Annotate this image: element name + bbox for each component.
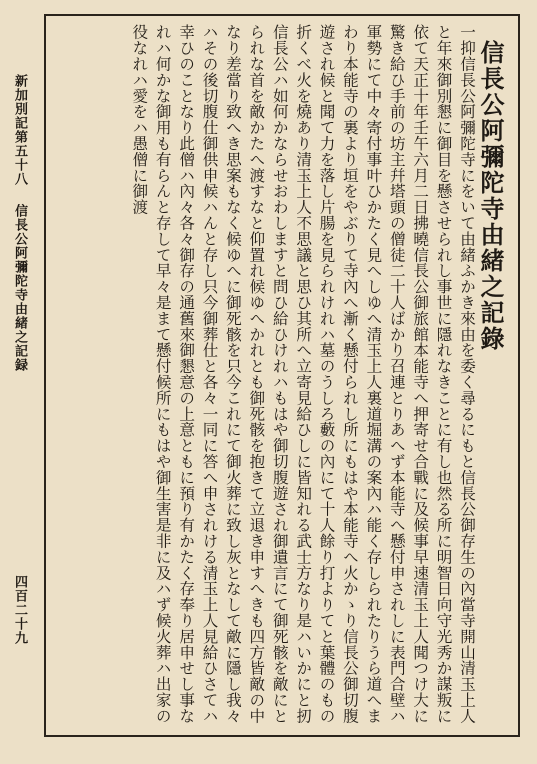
text-frame — [44, 14, 520, 737]
running-header-book: 新加別記第五十八 — [12, 74, 27, 186]
page-title: 信長公阿彌陀寺由緒之記錄 — [476, 40, 505, 352]
running-header — [10, 74, 29, 394]
body-paragraph: 一抑信長公阿彌陀寺にをいて由緒ふかき來由を委く尋るにもと信長公御存生の內當寺開山清玉上人と年來御別懇に御目を懸させられし事世に隱れなきことに有し也然る所に明智日向守光秀か謀叛に依て天正十年壬午六月二日拂曉信長公御旅館本能寺へ押寄せ合戰に及候事早速清玉上人聞つけ大に驚き給ひ手前の坊主幷塔頭の僧徒二十人ばかり召連とりあへず本能寺へ懸付申されしに表門合壁ハ軍勢にて中々寄付事叶ひかたく見へしゆへ清玉上人裏道堀溝の案內ハ能く存しられたりうら道へまわり本能寺の裏より垣をやぶりて寺內へ漸く懸付られし所にもはや本能寺へ火かゝり信長公御切腹遊され候と聞て力を落し片腸を見られけれハ墓のうしろ藪の內にて十人餘り打よりてと葉體のもの折くべ火を燒あり清玉上人不思議と思ひ其所へ立寄見給ひしに皆知れる武士方なり是ハいかにと扨信長公ハ如何かならせおわしますと問ひ給ひけれハもはや御切腹遊され御遺言にて御死骸を敵にとられな首を敵かたへ渡すなと仰置れ候ゆへかれとも御死骸を抱きて立退き申すへきも四方皆敵の中なり差當り致へき思案もなく候ゆへに御死骸を只今これにて御火葬に致し灰となして敵に隱し我々ハその後切腹仕御供申候ハんと存し只今御葬仕と各々一同に答へ申されける清玉上人見給ひさてハ幸ひのことなり此僧ハ內々各々御存の通舊來御懇意の上意ともに預り有かたく存奉り居申せし事なれハ何かな御用も有らんと存して早々是まて懸付候所にもはや御生害是非に及ハず候火葬ハ出家の役なれハ愛をハ愚僧に御渡 — [130, 24, 476, 724]
running-header-section: 信長公阿彌陀寺由緒之記録 — [12, 204, 27, 372]
body-text — [58, 24, 478, 724]
page-number: 四百二十九 — [12, 575, 27, 645]
